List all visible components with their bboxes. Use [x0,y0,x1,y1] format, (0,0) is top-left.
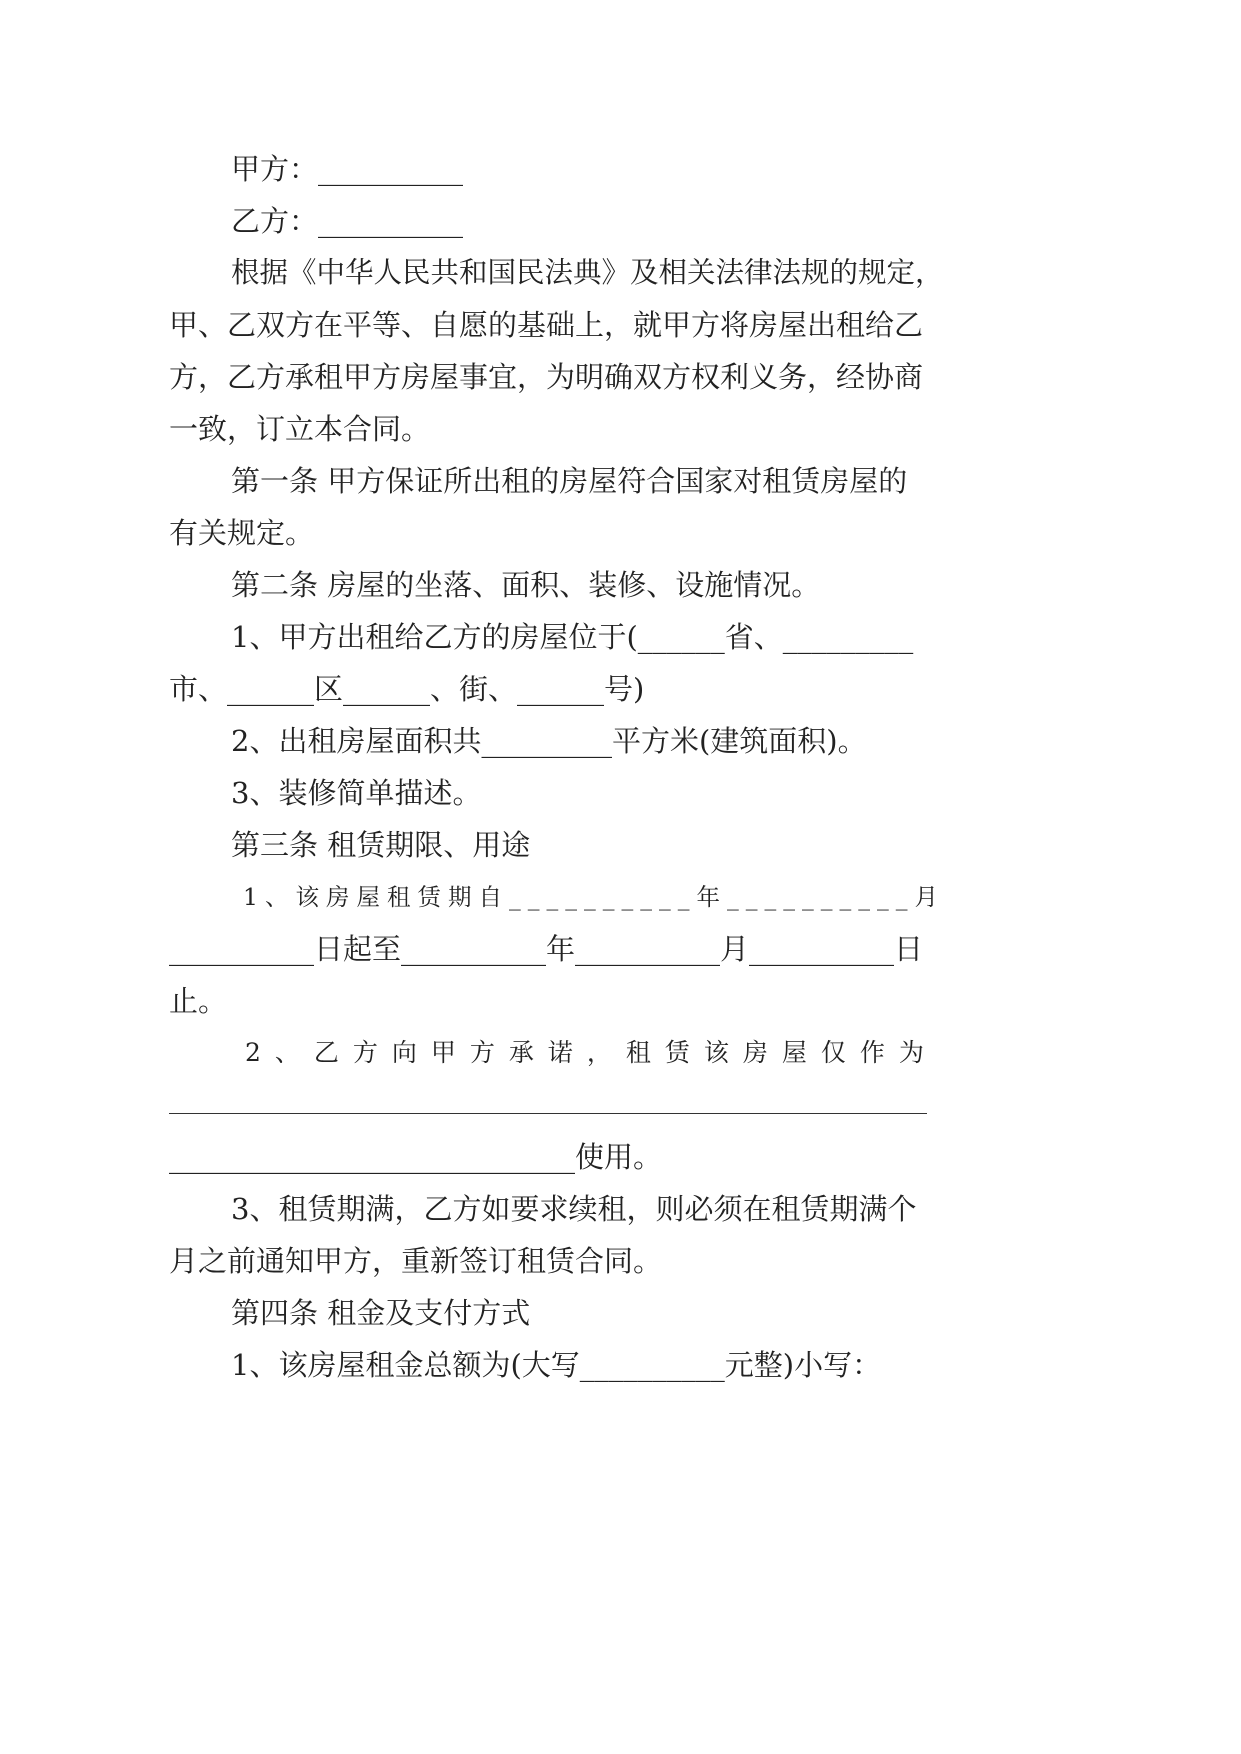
article-3-item-1-line-2: __________日起至__________年__________月__________日 [169,932,924,966]
party-a-line: 甲方：__________ [231,152,464,186]
article-4-heading: 第四条 租金及支付方式 [231,1296,531,1330]
preamble-line-2: 甲、乙双方在平等、自愿的基础上，就甲方将房屋出租给乙 [169,308,924,342]
article-2-item-3: 3、装修简单描述。 [231,776,482,810]
article-2-heading: 第二条 房屋的坐落、面积、装修、设施情况。 [231,568,821,602]
usage-blank-line [169,1113,927,1114]
article-3-item-2-line-2: ____________________________使用。 [169,1140,663,1174]
article-1-line-1: 第一条 甲方保证所出租的房屋符合国家对租赁房屋的 [231,464,908,498]
article-3-item-3-line-1: 3、租赁期满，乙方如要求续租，则必须在租赁期满个 [231,1192,917,1226]
article-3-item-1-line-3: 止。 [169,984,228,1018]
preamble-line-4: 一致，订立本合同。 [169,412,431,446]
article-3-heading: 第三条 租赁期限、用途 [231,828,531,862]
article-2-item-1-line-2: 市、______区______、街、______号) [169,672,645,706]
article-3-item-3-line-2: 月之前通知甲方，重新签订租赁合同。 [169,1244,663,1278]
article-4-item-1: 1、该房屋租金总额为(大写__________元整)小写： [231,1348,882,1382]
article-2-item-2: 2、出租房屋面积共_________平方米(建筑面积)。 [231,724,867,758]
article-3-item-1-line-1: 1、该房屋租赁期自__________年__________月 [243,883,945,911]
article-3-item-2-line-1: 2、乙方向甲方承诺，租赁该房屋仅作为 [245,1038,938,1067]
party-b-line: 乙方：__________ [231,204,464,238]
preamble-line-3: 方，乙方承租甲方房屋事宜，为明确双方权利义务，经协商 [169,360,924,394]
preamble-line-1: 根据《中华人民共和国民法典》及相关法律法规的规定， [231,256,944,289]
article-2-item-1-line-1: 1、甲方出租给乙方的房屋位于(______省、_________ [231,620,914,654]
article-1-line-2: 有关规定。 [169,516,315,550]
